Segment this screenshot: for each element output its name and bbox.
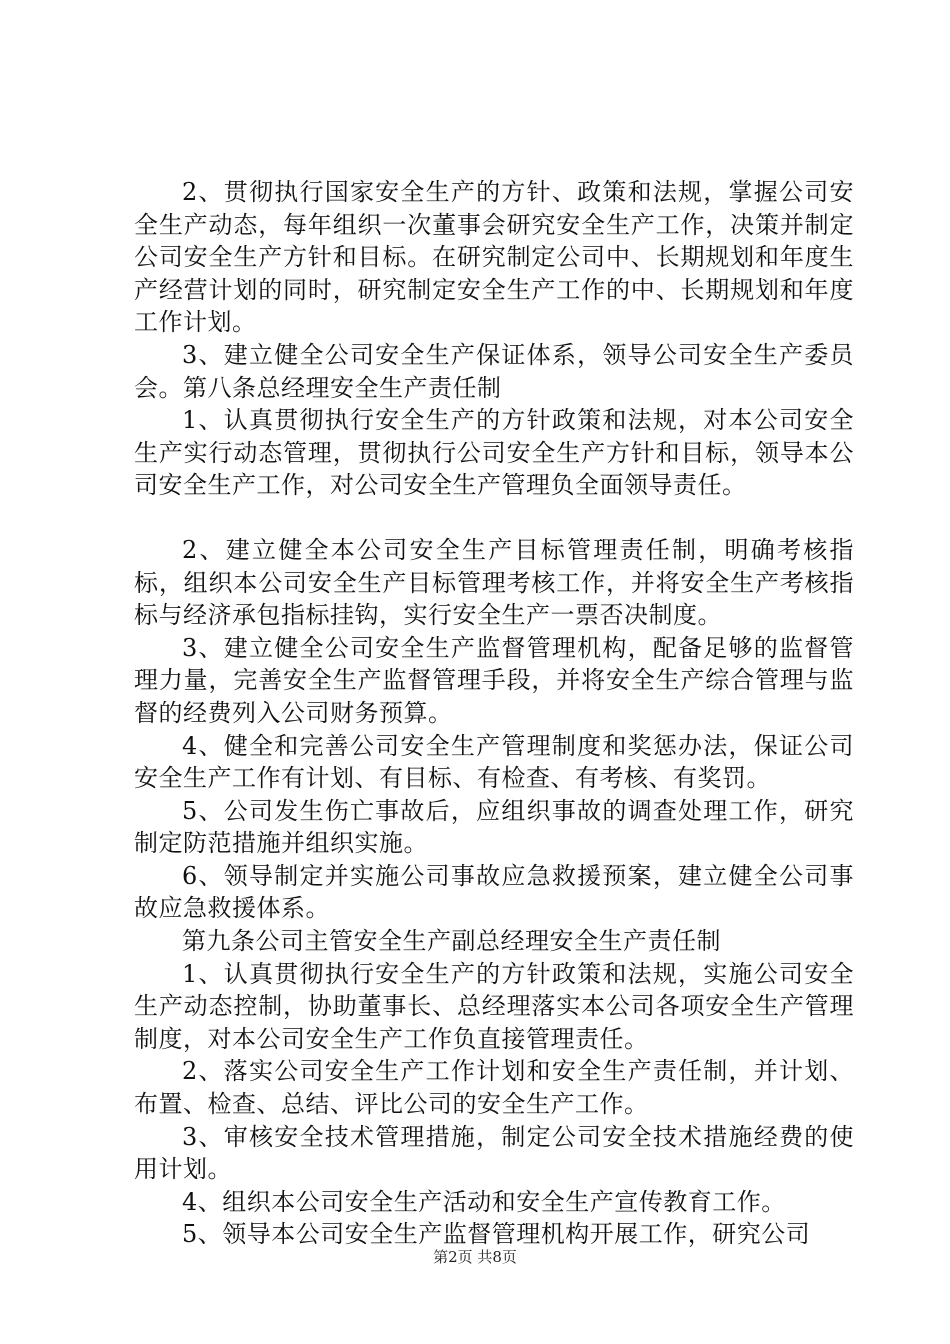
paragraph-11: 2、落实公司安全生产工作计划和安全生产责任制，并计划、布置、检查、总结、评比公司的安全生产工作。 [134,1057,854,1119]
paragraph-8: 6、领导制定并实施公司事故应急救援预案，建立健全公司事故应急救援体系。 [134,861,854,923]
paragraph-6: 4、健全和完善公司安全生产管理制度和奖惩办法，保证公司安全生产工作有计划、有目标、有检查、有考核、有奖罚。 [134,731,854,793]
paragraph-13: 4、组织本公司安全生产活动和安全生产宣传教育工作。 [182,1187,786,1216]
paragraph-3: 1、认真贯彻执行安全生产的方针政策和法规，对本公司安全生产实行动态管理，贯彻执行公司安全生产方针和目标，领导本公司安全生产工作，对公司安全生产管理负全面领导责任。 [134,406,854,500]
paragraph-12: 3、审核安全技术管理措施，制定公司安全技术措施经费的使用计划。 [134,1122,854,1184]
paragraph-7: 5、公司发生伤亡事故后，应组织事故的调查处理工作，研究制定防范措施并组织实施。 [134,796,854,858]
paragraph-5: 3、建立健全公司安全生产监督管理机构，配备足够的监督管理力量，完善安全生产监督管理手段，并将安全生产综合管理与监督的经费列入公司财务预算。 [134,633,854,727]
document-body [134,176,854,1251]
section-heading: 第九条公司主管安全生产副总经理安全生产责任制 [182,927,721,956]
paragraph-2: 3、建立健全公司安全生产保证体系，领导公司安全生产委员会。第八条总经理安全生产责任制 [134,340,854,402]
paragraph-4: 2、建立健全本公司安全生产目标管理责任制，明确考核指标，组织本公司安全生产目标管理考核工作，并将安全生产考核指标与经济承包指标挂钩，实行安全生产一票否决制度。 [134,535,854,630]
page-number: 第2页 共8页 [433,1248,517,1266]
paragraph-10: 1、认真贯彻执行安全生产的方针政策和法规，实施公司安全生产动态控制，协助董事长、总经理落实本公司各项安全生产管理制度，对本公司安全生产工作负直接管理责任。 [134,959,854,1053]
paragraph-1: 2、贯彻执行国家安全生产的方针、政策和法规，掌握公司安全生产动态，每年组织一次董事会研究安全生产工作，决策并制定公司安全生产方针和目标。在研究制定公司中、长期规划和年度生产经营计划的同时，研究制定安全生产工作的中、长期规划和年度工作计划。 [134,178,854,337]
paragraph-14: 5、领导本公司安全生产监督管理机构开展工作，研究公司 [182,1220,811,1249]
